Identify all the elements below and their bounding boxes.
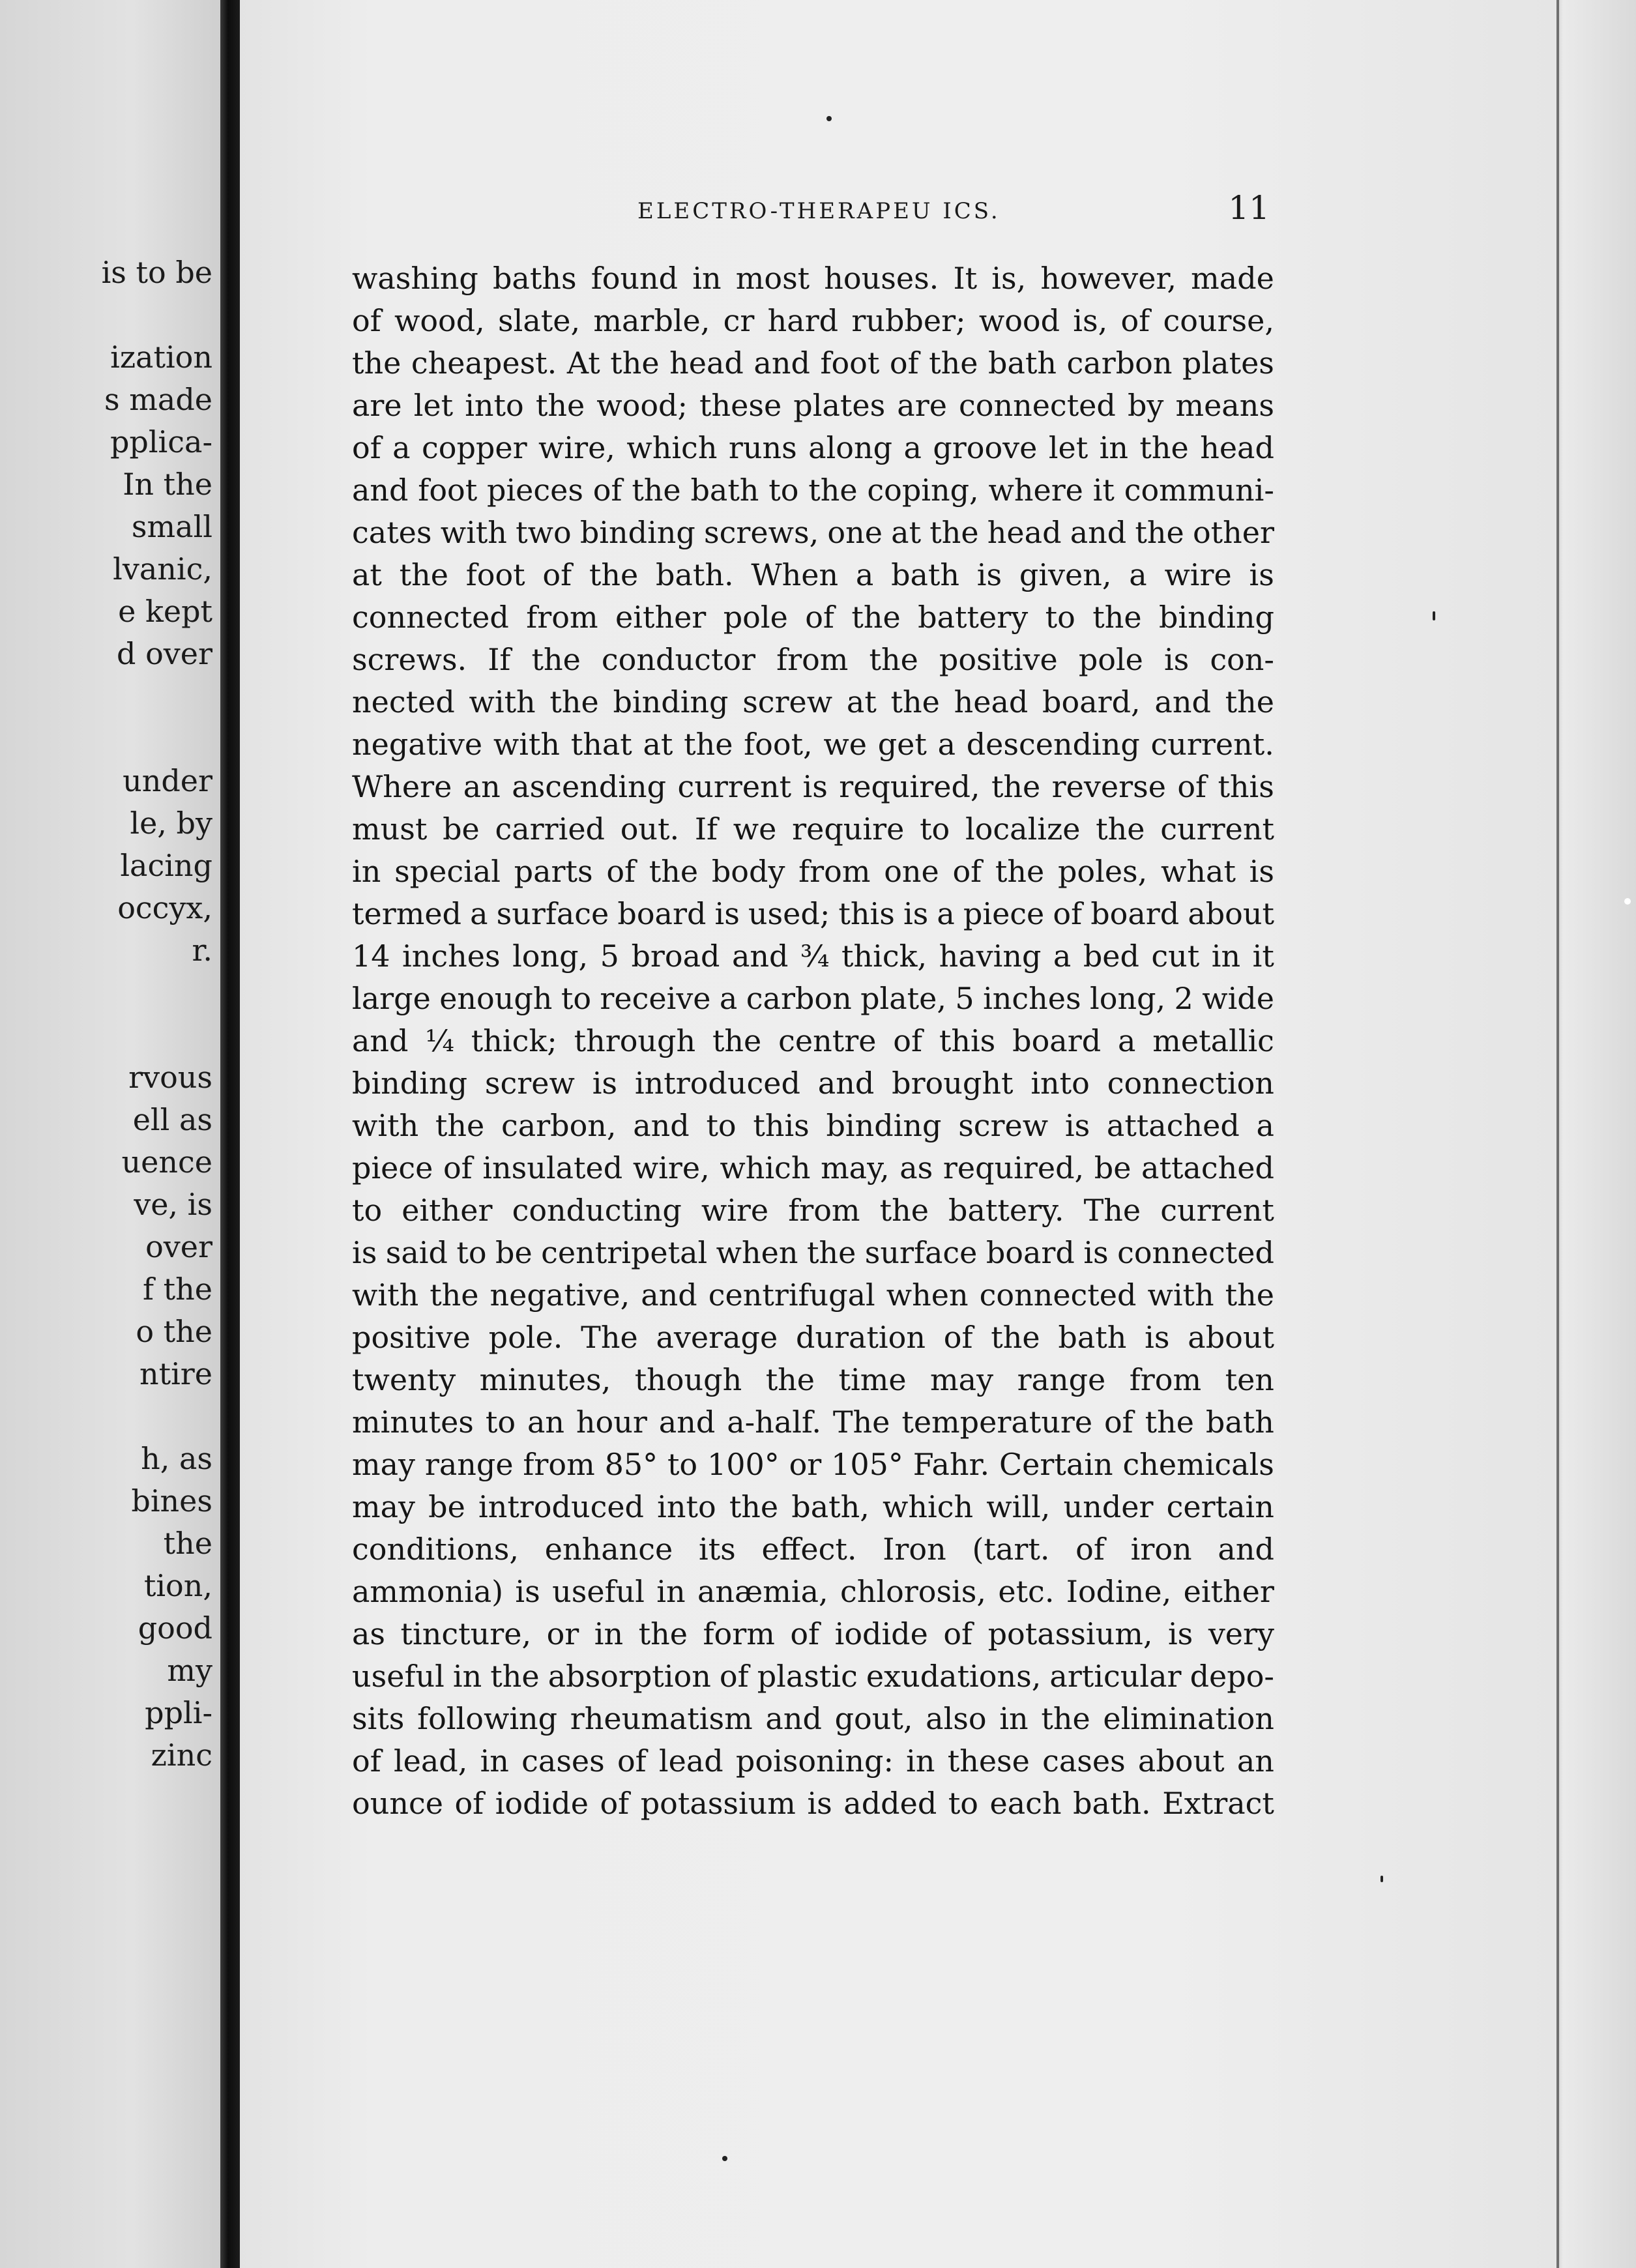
scan-speck <box>826 116 832 121</box>
left-page-text-fragment: f the <box>143 1272 212 1307</box>
text-line: piece of insulated wire, which may, as required, be attached <box>352 1150 1274 1185</box>
previous-page-fragment <box>0 0 220 2268</box>
text-line: in special parts of the body from one of the poles, what is <box>352 854 1274 889</box>
left-page-text-fragment: the <box>163 1526 212 1561</box>
text-line: at the foot of the bath. When a bath is given, a wire is <box>352 557 1274 592</box>
left-page-text-fragment: lacing <box>120 848 212 883</box>
scan-speck <box>722 2156 727 2161</box>
text-line: connected from either pole of the battery to the binding <box>352 600 1274 635</box>
book-gutter <box>220 0 240 2268</box>
text-line: must be carried out. If we require to localize the current <box>352 811 1274 847</box>
left-page-text-fragment: d over <box>117 636 212 671</box>
left-page-text-fragment: h, as <box>141 1441 212 1476</box>
page-edge-shadow <box>1556 0 1559 2268</box>
text-line: the cheapest. At the head and foot of the bath carbon plates <box>352 345 1274 381</box>
left-page-text-fragment: e kept <box>118 594 212 629</box>
text-line: Where an ascending current is required, the reverse of this <box>352 769 1274 804</box>
text-line: cates with two binding screws, one at the head and the other <box>352 515 1274 550</box>
text-line: and ¼ thick; through the centre of this board a metallic <box>352 1023 1274 1058</box>
text-line: ammonia) is useful in anæmia, chlorosis, etc. Iodine, either <box>352 1574 1274 1609</box>
scan-speck <box>1433 611 1435 620</box>
left-page-text-fragment: In the <box>123 467 212 502</box>
text-line: screws. If the conductor from the positive pole is con- <box>352 642 1274 677</box>
text-line: twenty minutes, though the time may range from ten <box>352 1362 1274 1397</box>
text-line: washing baths found in most houses. It is, however, made <box>352 261 1274 296</box>
left-page-text-fragment: le, by <box>130 806 212 841</box>
left-page-text-fragment: r. <box>192 933 212 968</box>
text-line: to either conducting wire from the battery. The current <box>352 1193 1274 1228</box>
text-line: useful in the absorption of plastic exudations, articular depo- <box>352 1659 1274 1694</box>
body-paragraph <box>352 257 1274 1825</box>
text-line: of a copper wire, which runs along a groove let in the head <box>352 430 1274 465</box>
left-page-text-fragment: rvous <box>128 1060 212 1095</box>
text-line: minutes to an hour and a-half. The temperature of the bath <box>352 1404 1274 1440</box>
text-line: may be introduced into the bath, which will, under certain <box>352 1489 1274 1524</box>
left-page-text-fragment: bines <box>131 1483 212 1519</box>
text-line: binding screw is introduced and brought into connection <box>352 1066 1274 1101</box>
left-page-text-fragment: good <box>138 1610 212 1646</box>
left-page-text-fragment: ization <box>110 340 212 375</box>
text-line: nected with the binding screw at the head board, and the <box>352 684 1274 720</box>
text-line: may range from 85° to 100° or 105° Fahr. Certain chemicals <box>352 1447 1274 1482</box>
page-header <box>637 189 1270 228</box>
left-page-text-fragment: over <box>145 1229 212 1264</box>
text-line: large enough to receive a carbon plate, 5 inches long, 2 wide <box>352 981 1274 1016</box>
text-line: of wood, slate, marble, cr hard rubber; wood is, of course, <box>352 303 1274 338</box>
left-page-text-fragment: o the <box>136 1314 212 1349</box>
left-page-text-fragment: under <box>123 763 212 798</box>
text-line: and foot pieces of the bath to the coping, where it communi- <box>352 472 1274 508</box>
left-page-text-fragment: ve, is <box>134 1187 212 1222</box>
text-line: termed a surface board is used; this is a piece of board about <box>352 896 1274 931</box>
text-line: of lead, in cases of lead poisoning: in these cases about an <box>352 1743 1274 1779</box>
text-line: with the carbon, and to this binding screw is attached a <box>352 1108 1274 1143</box>
page-number: 11 <box>1228 189 1270 227</box>
left-page-text-fragment: my <box>167 1653 212 1688</box>
left-page-text-fragment: s made <box>104 382 212 417</box>
left-page-text-fragment: small <box>131 509 212 544</box>
left-page-text-fragment: tion, <box>143 1568 212 1603</box>
left-page-text-fragment: uence <box>121 1144 212 1180</box>
left-page-text-fragment: occyx, <box>117 890 212 925</box>
text-line: ounce of iodide of potassium is added to each bath. Extract <box>352 1786 1274 1821</box>
text-line: positive pole. The average duration of the bath is about <box>352 1320 1274 1355</box>
text-line: as tincture, or in the form of iodide of potassium, is very <box>352 1616 1274 1651</box>
text-line: with the negative, and centrifugal when connected with the <box>352 1277 1274 1313</box>
left-page-text-fragment: ell as <box>132 1102 212 1137</box>
left-page-text-fragment: zinc <box>151 1737 212 1773</box>
text-line: is said to be centripetal when the surface board is connected <box>352 1235 1274 1270</box>
page-edge-right <box>1556 0 1636 2268</box>
text-line: are let into the wood; these plates are connected by means <box>352 388 1274 423</box>
left-page-text-fragment: lvanic, <box>113 551 212 587</box>
scan-speck <box>1380 1876 1383 1882</box>
running-title: ELECTRO-THERAPEU ICS. <box>637 198 1001 224</box>
left-page-text-fragment: ntire <box>139 1356 212 1391</box>
text-line: negative with that at the foot, we get a descending current. <box>352 727 1274 762</box>
text-line: sits following rheumatism and gout, also in the elimination <box>352 1701 1274 1736</box>
left-page-text-fragment: is to be <box>101 255 212 290</box>
left-page-text-fragment: ppli- <box>145 1695 212 1730</box>
text-line: conditions, enhance its effect. Iron (tart. of iron and <box>352 1532 1274 1567</box>
scan-speck <box>1624 898 1631 905</box>
text-line: 14 inches long, 5 broad and ¾ thick, having a bed cut in it <box>352 938 1274 974</box>
left-page-text-fragment: pplica- <box>110 424 212 459</box>
